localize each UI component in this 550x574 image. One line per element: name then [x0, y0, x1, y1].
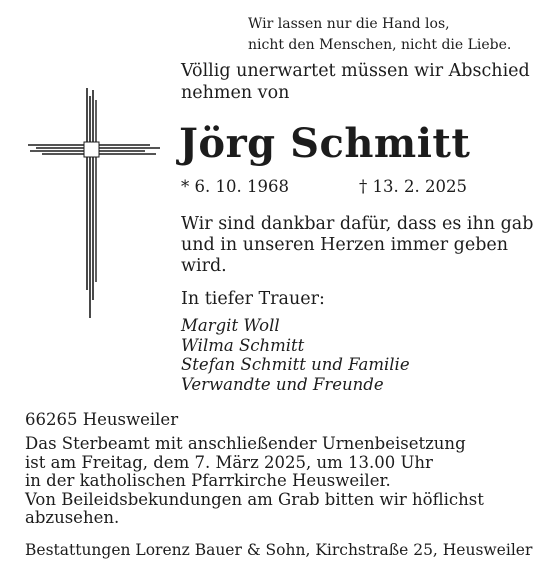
deceased-name: Jörg Schmitt — [179, 120, 471, 167]
mourner-name: Verwandte und Freunde — [181, 374, 384, 394]
mourners-list — [181, 316, 410, 394]
grief-heading: In tiefer Trauer: — [181, 289, 325, 309]
thanks-text — [181, 214, 533, 277]
notice-line: Das Sterbeamt mit anschließender Urnenbeisetzung — [25, 434, 466, 453]
city-line: 66265 Heusweiler — [25, 410, 179, 429]
notice-line: in der katholischen Pfarrkirche Heusweiler. — [25, 471, 391, 490]
notice-line: ist am Freitag, dem 7. März 2025, um 13.00 Uhr — [25, 452, 433, 472]
mourner-name: Margit Woll — [181, 316, 280, 335]
intro-text — [181, 60, 530, 104]
thanks-line: und in unseren Herzen immer geben — [181, 235, 509, 255]
thanks-line: wird. — [181, 256, 227, 276]
birth-date: * 6. 10. 1968 — [181, 177, 289, 196]
notice-line: abzusehen. — [25, 508, 120, 527]
epitaph-quote — [248, 14, 511, 56]
notice-line: Von Beileidsbekundungen am Grab bitten wir höflichst — [25, 489, 484, 509]
intro-line: nehmen von — [181, 83, 290, 103]
thanks-line: Wir sind dankbar dafür, dass es ihn gab — [181, 214, 534, 234]
intro-line: Völlig unerwartet müssen wir Abschied — [181, 61, 530, 81]
undertaker-line: Bestattungen Lorenz Bauer & Sohn, Kirchstraße 25, Heusweiler — [25, 541, 533, 559]
funeral-notice — [25, 435, 484, 528]
death-date: † 13. 2. 2025 — [359, 177, 467, 196]
quote-line: nicht den Menschen, nicht die Liebe. — [248, 37, 512, 53]
mourner-name: Wilma Schmitt — [181, 335, 305, 355]
mourner-name: Stefan Schmitt und Familie — [181, 355, 410, 374]
quote-line: Wir lassen nur die Hand los, — [248, 16, 450, 32]
life-dates — [181, 177, 467, 197]
